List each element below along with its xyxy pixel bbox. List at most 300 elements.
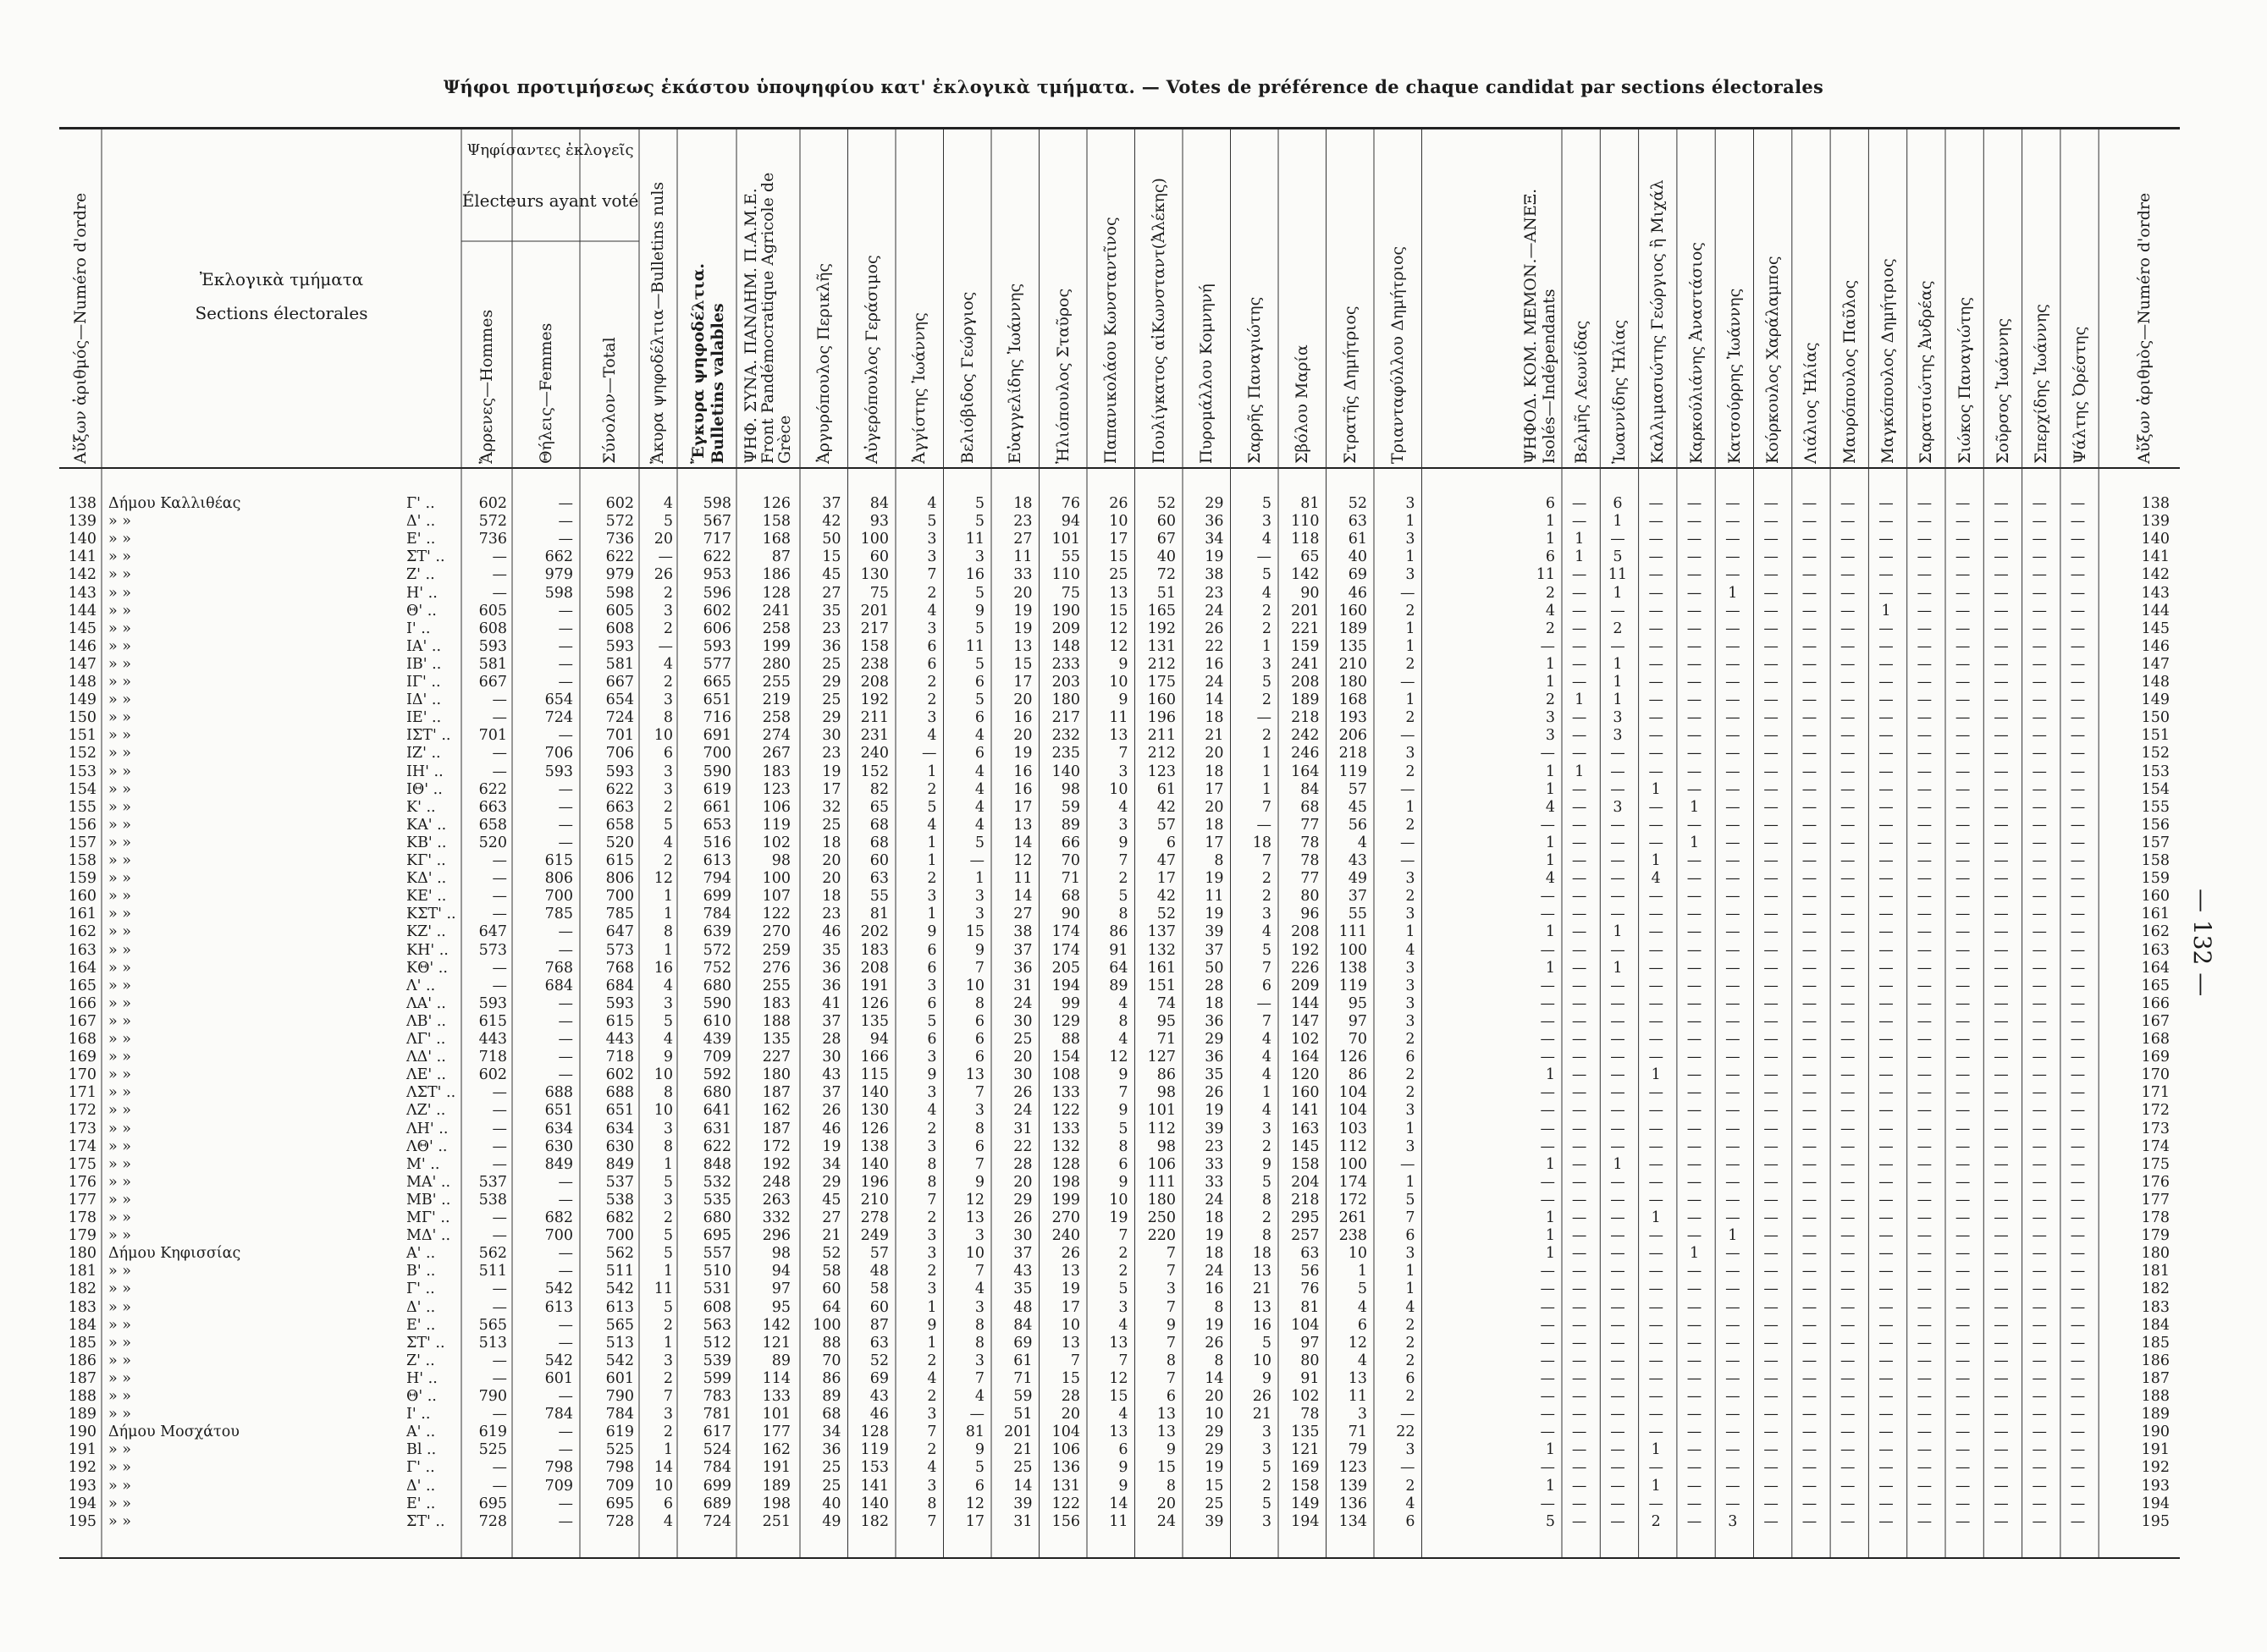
candidate-votes: 89 xyxy=(1109,977,1128,994)
candidate-votes: — xyxy=(1840,602,1856,620)
candidate-votes: 4 xyxy=(1405,1298,1415,1316)
party-independents-votes: — xyxy=(1540,1298,1555,1316)
section-code: ΚΕ' .. xyxy=(406,888,447,906)
candidate-votes: — xyxy=(1725,1459,1740,1477)
candidate-votes: 3 xyxy=(1405,959,1415,977)
voters-total: 443 xyxy=(605,1031,634,1048)
candidate-votes: 43 xyxy=(1348,852,1367,869)
party-pame-votes: 219 xyxy=(762,691,791,709)
candidate-votes: 7 xyxy=(974,959,985,977)
row-number: 165 xyxy=(68,977,97,994)
candidate-votes: — xyxy=(1571,584,1587,602)
party-pame-votes: 172 xyxy=(762,1137,791,1155)
invalid-ballots: 10 xyxy=(654,1066,673,1084)
candidate-votes: — xyxy=(1725,745,1740,763)
candidate-votes: — xyxy=(1725,870,1740,888)
candidate-votes: — xyxy=(2070,602,2086,620)
candidate-votes: — xyxy=(2032,1316,2047,1334)
header-candidate: Κατσούρρης Ἰωάννης xyxy=(1724,288,1744,464)
candidate-votes: 3 xyxy=(1405,977,1415,994)
candidate-votes: — xyxy=(1610,1102,1625,1120)
party-pame-votes: 135 xyxy=(762,1031,791,1048)
candidate-votes: 270 xyxy=(1051,1209,1080,1226)
candidate-votes: — xyxy=(1878,1441,1894,1459)
voters-total: 682 xyxy=(605,1209,634,1226)
row-number-right: 161 xyxy=(2141,906,2170,923)
voters-total: 768 xyxy=(605,959,634,977)
candidate-votes: 1 xyxy=(1357,1263,1367,1280)
candidate-votes: — xyxy=(1994,531,2009,548)
candidate-votes: — xyxy=(1686,1352,1702,1369)
candidate-votes: — xyxy=(1917,1280,1933,1298)
candidate-votes: — xyxy=(1686,674,1702,691)
candidate-votes: — xyxy=(1725,709,1740,727)
candidate-votes: 2 xyxy=(927,584,937,602)
candidate-votes: 11 xyxy=(1109,709,1128,727)
invalid-ballots: 2 xyxy=(663,1316,673,1334)
candidate-votes: 13 xyxy=(1013,816,1033,834)
row-number: 190 xyxy=(68,1423,97,1441)
candidate-votes: 35 xyxy=(1205,1066,1224,1084)
candidate-votes: 19 xyxy=(1013,602,1033,620)
candidate-votes: — xyxy=(1763,780,1779,798)
candidate-votes: — xyxy=(2032,620,2047,637)
candidate-votes: 28 xyxy=(1013,1155,1033,1173)
header-candidate: Τριανταφύλλου Δημήτριος xyxy=(1388,245,1408,464)
valid-ballots: 524 xyxy=(703,1441,731,1459)
section-code: Δ' .. xyxy=(406,513,436,531)
candidate-votes: 1 xyxy=(1405,637,1415,655)
section-name: » » xyxy=(108,548,131,566)
voters-men: — xyxy=(492,959,507,977)
party-pame-votes: 189 xyxy=(762,1477,791,1495)
section-name: » » xyxy=(108,1280,131,1298)
voters-total: 784 xyxy=(605,1406,634,1423)
candidate-votes: — xyxy=(1840,870,1856,888)
page-number: — 132 — xyxy=(2188,889,2216,997)
section-name: » » xyxy=(108,994,131,1012)
invalid-ballots: 2 xyxy=(663,798,673,816)
section-code: ΛΑ' .. xyxy=(406,994,446,1012)
voters-women: 706 xyxy=(544,745,573,763)
candidate-votes: 51 xyxy=(1156,584,1176,602)
candidate-votes: — xyxy=(2070,977,2086,994)
row-number: 192 xyxy=(68,1459,97,1477)
invalid-ballots: 3 xyxy=(663,1120,673,1137)
candidate-votes: 4 xyxy=(927,602,937,620)
candidate-votes: — xyxy=(1763,655,1779,673)
candidate-votes: 70 xyxy=(1061,852,1080,869)
candidate-votes: 9 xyxy=(1118,691,1128,709)
invalid-ballots: 1 xyxy=(663,1334,673,1352)
candidate-votes: 133 xyxy=(1051,1084,1080,1102)
row-number-right: 142 xyxy=(2141,566,2170,584)
header-candidate: Βελμῆς Λεωνίδας xyxy=(1571,320,1591,464)
candidate-votes: 9 xyxy=(927,1316,937,1334)
candidate-votes: 63 xyxy=(1300,1245,1320,1263)
candidate-votes: 1 xyxy=(1261,763,1271,780)
candidate-votes: 5 xyxy=(974,513,985,531)
candidate-votes: — xyxy=(1955,763,1971,780)
candidate-votes: 196 xyxy=(860,1173,889,1191)
candidate-votes: — xyxy=(1400,780,1415,798)
candidate-votes: 174 xyxy=(1051,923,1080,941)
candidate-votes: — xyxy=(2032,531,2047,548)
candidate-votes: — xyxy=(1763,994,1779,1012)
candidate-votes: 58 xyxy=(869,1280,889,1298)
candidate-votes: — xyxy=(2070,548,2086,566)
candidate-votes: 3 xyxy=(1405,566,1415,584)
candidate-votes: — xyxy=(2032,906,2047,923)
candidate-votes: 4 xyxy=(927,816,937,834)
candidate-votes: 21 xyxy=(1252,1406,1271,1423)
candidate-votes: — xyxy=(1610,816,1625,834)
candidate-votes: — xyxy=(1878,727,1894,745)
voters-total: 525 xyxy=(605,1441,634,1459)
candidate-votes: 25 xyxy=(822,816,841,834)
candidate-votes: 80 xyxy=(1300,888,1320,906)
candidate-votes: — xyxy=(1801,1137,1817,1155)
candidate-votes: 90 xyxy=(1061,906,1080,923)
candidate-votes: 60 xyxy=(869,548,889,566)
candidate-votes: 94 xyxy=(869,1031,889,1048)
candidate-votes: 27 xyxy=(822,1209,841,1226)
valid-ballots: 680 xyxy=(703,1084,731,1102)
candidate-votes: — xyxy=(1917,1102,1933,1120)
candidate-votes: — xyxy=(1994,1191,2009,1209)
candidate-votes: — xyxy=(1994,1084,2009,1102)
section-name: Δήμου Μοσχάτου xyxy=(108,1423,240,1441)
candidate-votes: — xyxy=(1763,1031,1779,1048)
candidate-votes: 57 xyxy=(1156,816,1176,834)
candidate-votes: 201 xyxy=(860,602,889,620)
party-independents-votes: 1 xyxy=(1545,674,1555,691)
row-number-right: 173 xyxy=(2141,1120,2170,1137)
voters-total: 695 xyxy=(605,1495,634,1512)
candidate-votes: 137 xyxy=(1147,923,1176,941)
candidate-votes: — xyxy=(1994,727,2009,745)
candidate-votes: 3 xyxy=(927,888,937,906)
candidate-votes: — xyxy=(1955,870,1971,888)
candidate-votes: — xyxy=(1955,1031,1971,1048)
party-independents-votes: 1 xyxy=(1545,1245,1555,1263)
candidate-votes: — xyxy=(1878,531,1894,548)
candidate-votes: — xyxy=(2070,1423,2086,1441)
voters-men: 622 xyxy=(478,780,507,798)
voters-women: — xyxy=(558,602,573,620)
voters-men: 647 xyxy=(478,923,507,941)
candidate-votes: 2 xyxy=(927,1263,937,1280)
candidate-votes: — xyxy=(1686,548,1702,566)
voters-women: 684 xyxy=(544,977,573,994)
candidate-votes: 141 xyxy=(1291,1102,1320,1120)
candidate-votes: 9 xyxy=(1118,655,1128,673)
candidate-votes: — xyxy=(1725,1495,1740,1512)
invalid-ballots: 2 xyxy=(663,852,673,869)
section-name: » » xyxy=(108,763,131,780)
candidate-votes: — xyxy=(1571,834,1587,851)
candidate-votes: 2 xyxy=(1261,888,1271,906)
candidate-votes: — xyxy=(1648,1012,1663,1030)
candidate-votes: — xyxy=(1648,941,1663,959)
candidate-votes: 17 xyxy=(1109,531,1128,548)
candidate-votes: — xyxy=(1686,727,1702,745)
candidate-votes: — xyxy=(1610,906,1625,923)
party-pame-votes: 255 xyxy=(762,977,791,994)
candidate-votes: — xyxy=(1917,655,1933,673)
candidate-votes: — xyxy=(1648,1423,1663,1441)
candidate-votes: — xyxy=(1994,1227,2009,1245)
candidate-votes: — xyxy=(1763,923,1779,941)
voters-women: 784 xyxy=(544,1406,573,1423)
candidate-votes: — xyxy=(969,1406,985,1423)
section-code: Ι' .. xyxy=(406,620,431,637)
candidate-votes: — xyxy=(1917,780,1933,798)
candidate-votes: — xyxy=(2070,513,2086,531)
voters-men: — xyxy=(492,1280,507,1298)
candidate-votes: — xyxy=(1878,1066,1894,1084)
candidate-votes: 4 xyxy=(1357,1352,1367,1369)
candidate-votes: — xyxy=(1725,1120,1740,1137)
voters-men: 602 xyxy=(478,495,507,512)
row-number-right: 153 xyxy=(2141,763,2170,780)
candidate-votes: — xyxy=(1917,959,1933,977)
candidate-votes: — xyxy=(1917,834,1933,851)
candidate-votes: — xyxy=(1840,1352,1856,1369)
candidate-votes: — xyxy=(1840,1369,1856,1387)
party-independents-votes: — xyxy=(1540,906,1555,923)
candidate-votes: 10 xyxy=(1109,513,1128,531)
valid-ballots: 617 xyxy=(703,1423,731,1441)
candidate-votes: — xyxy=(1917,870,1933,888)
candidate-votes: — xyxy=(1763,1066,1779,1084)
candidate-votes: 152 xyxy=(860,763,889,780)
invalid-ballots: 8 xyxy=(663,709,673,727)
candidate-votes: 261 xyxy=(1338,1209,1367,1226)
candidate-votes: — xyxy=(1878,1209,1894,1226)
row-number-right: 171 xyxy=(2141,1084,2170,1102)
candidate-votes: — xyxy=(1610,1406,1625,1423)
section-name: » » xyxy=(108,674,131,691)
candidate-votes: — xyxy=(1917,727,1933,745)
candidate-votes: 25 xyxy=(1205,1495,1224,1512)
candidate-votes: 71 xyxy=(1061,870,1080,888)
candidate-votes: 3 xyxy=(1613,727,1623,745)
candidate-votes: — xyxy=(1801,1120,1817,1137)
section-code: Ι' .. xyxy=(406,1406,431,1423)
candidate-votes: — xyxy=(1840,709,1856,727)
row-number: 141 xyxy=(68,548,97,566)
candidate-votes: 7 xyxy=(927,1423,937,1441)
row-number: 183 xyxy=(68,1298,97,1316)
candidate-votes: — xyxy=(1725,1280,1740,1298)
candidate-votes: — xyxy=(1610,1459,1625,1477)
candidate-votes: 7 xyxy=(1166,1369,1176,1387)
candidate-votes: — xyxy=(1763,1012,1779,1030)
candidate-votes: — xyxy=(2070,1369,2086,1387)
voters-total: 601 xyxy=(605,1369,634,1387)
candidate-votes: — xyxy=(1610,1173,1625,1191)
candidate-votes: — xyxy=(1955,495,1971,512)
candidate-votes: — xyxy=(1725,620,1740,637)
candidate-votes: 31 xyxy=(1013,1120,1033,1137)
candidate-votes: — xyxy=(1725,1137,1740,1155)
valid-ballots: 653 xyxy=(703,816,731,834)
section-code: Γ' .. xyxy=(406,1459,435,1477)
voters-men: — xyxy=(492,691,507,709)
section-code: ΣΤ' .. xyxy=(406,1334,445,1352)
candidate-votes: 4 xyxy=(1261,1049,1271,1066)
candidate-votes: — xyxy=(1840,1316,1856,1334)
voters-total: 622 xyxy=(605,548,634,566)
candidate-votes: 35 xyxy=(1013,1280,1033,1298)
valid-ballots: 651 xyxy=(703,691,731,709)
party-independents-votes: — xyxy=(1540,1137,1555,1155)
voters-women: 785 xyxy=(544,906,573,923)
voters-men: — xyxy=(492,1459,507,1477)
candidate-votes: 220 xyxy=(1147,1227,1176,1245)
candidate-votes: — xyxy=(1648,906,1663,923)
candidate-votes: — xyxy=(1801,727,1817,745)
candidate-votes: — xyxy=(2032,1012,2047,1030)
candidate-votes: — xyxy=(1763,548,1779,566)
valid-ballots: 848 xyxy=(703,1155,731,1173)
candidate-votes: 87 xyxy=(869,1316,889,1334)
candidate-votes: 68 xyxy=(1061,888,1080,906)
candidate-votes: — xyxy=(1725,674,1740,691)
candidate-votes: 3 xyxy=(1405,870,1415,888)
candidate-votes: — xyxy=(1763,1459,1779,1477)
candidate-votes: 100 xyxy=(860,531,889,548)
header-voters-french: Électeurs ayant voté xyxy=(461,190,639,211)
candidate-votes: 8 xyxy=(1261,1191,1271,1209)
candidate-votes: 64 xyxy=(1109,959,1128,977)
candidate-votes: — xyxy=(1878,1388,1894,1405)
candidate-votes: 1 xyxy=(1575,763,1585,780)
candidate-votes: — xyxy=(1686,1120,1702,1137)
candidate-votes: 163 xyxy=(1291,1120,1320,1137)
party-pame-votes: 186 xyxy=(762,566,791,584)
candidate-votes: — xyxy=(1763,870,1779,888)
candidate-votes: 3 xyxy=(1166,1280,1176,1298)
voters-men: 513 xyxy=(478,1334,507,1352)
voters-total: 573 xyxy=(605,941,634,959)
voters-men: 520 xyxy=(478,834,507,851)
candidate-votes: — xyxy=(1763,1049,1779,1066)
valid-ballots: 563 xyxy=(703,1316,731,1334)
candidate-votes: 2 xyxy=(1405,1477,1415,1495)
candidate-votes: — xyxy=(1686,1334,1702,1352)
candidate-votes: 37 xyxy=(1013,941,1033,959)
candidate-votes: — xyxy=(2070,1459,2086,1477)
voters-women: — xyxy=(558,994,573,1012)
party-independents-votes: 1 xyxy=(1545,513,1555,531)
voters-women: 700 xyxy=(544,1227,573,1245)
candidate-votes: — xyxy=(1648,1173,1663,1191)
candidate-votes: 7 xyxy=(927,1191,937,1209)
candidate-votes: — xyxy=(1878,1031,1894,1048)
section-name: » » xyxy=(108,637,131,655)
voters-men: 525 xyxy=(478,1441,507,1459)
candidate-votes: — xyxy=(1610,1137,1625,1155)
candidate-votes: — xyxy=(1763,1352,1779,1369)
candidate-votes: 1 xyxy=(927,834,937,851)
row-number-right: 183 xyxy=(2141,1298,2170,1316)
candidate-votes: — xyxy=(1686,691,1702,709)
section-code: Ε' .. xyxy=(406,1316,436,1334)
candidate-votes: — xyxy=(1686,709,1702,727)
candidate-votes: — xyxy=(1610,1120,1625,1137)
candidate-votes: — xyxy=(1610,780,1625,798)
candidate-votes: — xyxy=(1878,941,1894,959)
candidate-votes: — xyxy=(2070,1334,2086,1352)
party-pame-votes: 276 xyxy=(762,959,791,977)
candidate-votes: 3 xyxy=(1405,745,1415,763)
voters-women: 593 xyxy=(544,763,573,780)
candidate-votes: — xyxy=(1840,780,1856,798)
candidate-votes: — xyxy=(1801,709,1817,727)
candidate-votes: 14 xyxy=(1205,1369,1224,1387)
candidate-votes: 140 xyxy=(860,1495,889,1512)
candidate-votes: — xyxy=(1878,1477,1894,1495)
voters-women: 682 xyxy=(544,1209,573,1226)
candidate-votes: 119 xyxy=(860,1441,889,1459)
candidate-votes: 33 xyxy=(1013,566,1033,584)
candidate-votes: 6 xyxy=(974,674,985,691)
party-independents-votes: — xyxy=(1540,1280,1555,1298)
candidate-votes: 78 xyxy=(1300,834,1320,851)
invalid-ballots: 9 xyxy=(663,1049,673,1066)
candidate-votes: 12 xyxy=(1348,1334,1367,1352)
candidate-votes: — xyxy=(1801,780,1817,798)
section-name: » » xyxy=(108,941,131,959)
candidate-votes: — xyxy=(1840,1459,1856,1477)
candidate-votes: — xyxy=(1917,1369,1933,1387)
candidate-votes: — xyxy=(1994,1102,2009,1120)
candidate-votes: — xyxy=(1763,1191,1779,1209)
party-independents-votes: 6 xyxy=(1545,495,1555,512)
candidate-votes: — xyxy=(1955,1316,1971,1334)
candidate-votes: — xyxy=(1878,923,1894,941)
candidate-votes: — xyxy=(1840,1334,1856,1352)
candidate-votes: — xyxy=(1801,1012,1817,1030)
candidate-votes: — xyxy=(1610,888,1625,906)
candidate-votes: 18 xyxy=(1252,834,1271,851)
candidate-votes: 1 xyxy=(1728,1227,1738,1245)
candidate-votes: — xyxy=(1648,655,1663,673)
row-number: 145 xyxy=(68,620,97,637)
party-independents-votes: 3 xyxy=(1545,727,1555,745)
candidate-votes: 4 xyxy=(927,1369,937,1387)
row-number: 147 xyxy=(68,655,97,673)
section-code: ΜΓ' .. xyxy=(406,1209,450,1226)
section-code: ΛΗ' .. xyxy=(406,1120,449,1137)
candidate-votes: 232 xyxy=(1051,727,1080,745)
candidate-votes: — xyxy=(1955,620,1971,637)
candidate-votes: — xyxy=(1648,1120,1663,1137)
voters-women: 768 xyxy=(544,959,573,977)
candidate-votes: — xyxy=(1955,1209,1971,1226)
candidate-votes: 2 xyxy=(1261,870,1271,888)
section-name: » » xyxy=(108,1316,131,1334)
candidate-votes: — xyxy=(2032,1459,2047,1477)
candidate-votes: 15 xyxy=(1109,602,1128,620)
candidate-votes: 1 xyxy=(1405,923,1415,941)
candidate-votes: 72 xyxy=(1156,566,1176,584)
header-candidate: Αὐγερόπουλος Γεράσιμος xyxy=(862,255,881,464)
candidate-votes: — xyxy=(2070,745,2086,763)
party-independents-votes: — xyxy=(1540,1012,1555,1030)
